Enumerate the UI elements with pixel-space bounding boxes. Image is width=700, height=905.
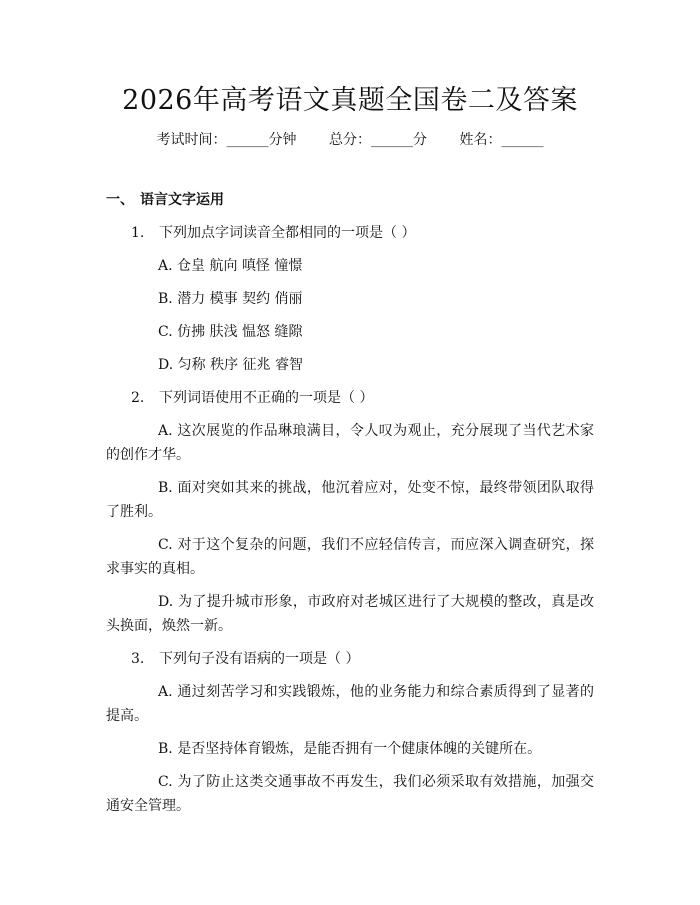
exam-meta	[0, 130, 700, 150]
section-heading	[106, 188, 594, 212]
option-item: A. 仓皇 航向 嗔怪 憧憬	[158, 258, 303, 274]
exam-time-label: 考试时间：______分钟	[156, 132, 297, 148]
option-item: C. 仿拂 肤浅 愠怒 缝隙	[158, 324, 303, 340]
question-stem	[106, 647, 594, 671]
question-number: 1.	[131, 225, 145, 241]
question-number: 3.	[131, 651, 145, 667]
question-number: 2.	[131, 390, 145, 406]
question-stem	[106, 386, 594, 410]
section-title: 语言文字运用	[140, 192, 224, 208]
question-text: 下列词语使用不正确的一项是（ ）	[159, 390, 374, 406]
total-score-label: 总分：______分	[329, 132, 427, 148]
option-item: C. 为了防止这类交通事故不再发生，我们必须采取有效措施，加强交通安全管理。	[106, 774, 594, 814]
student-name-label: 姓名：______	[459, 132, 544, 148]
question-text: 下列句子没有语病的一项是（ ）	[159, 651, 360, 667]
option-item: A. 这次展览的作品琳琅满目，令人叹为观止，充分展现了当代艺术家的创作才华。	[106, 423, 594, 463]
question-stem	[106, 221, 594, 245]
option-item: C. 对于这个复杂的问题，我们不应轻信传言，而应深入调查研究，探求事实的真相。	[106, 537, 594, 577]
option-item: D. 为了提升城市形象，市政府对老城区进行了大规模的整改，真是改头换面，焕然一新。	[106, 594, 594, 634]
option-item: D. 匀称 秩序 征兆 睿智	[158, 357, 303, 373]
section-number: 一、	[106, 192, 134, 208]
option-item: A. 通过刻苦学习和实践锻炼，他的业务能力和综合素质得到了显著的提高。	[106, 684, 594, 724]
page-title: 2026年高考语文真题全国卷二及答案	[122, 85, 578, 116]
option-item: B. 面对突如其来的挑战，他沉着应对，处变不惊，最终带领团队取得了胜利。	[106, 480, 594, 520]
exam-content	[106, 188, 594, 818]
question-text: 下列加点字词读音全都相同的一项是（ ）	[159, 225, 416, 241]
option-item: B. 潜力 模事 契约 俏丽	[158, 291, 303, 307]
option-item: B. 是否坚持体育锻炼，是能否拥有一个健康体魄的关键所在。	[158, 741, 542, 757]
